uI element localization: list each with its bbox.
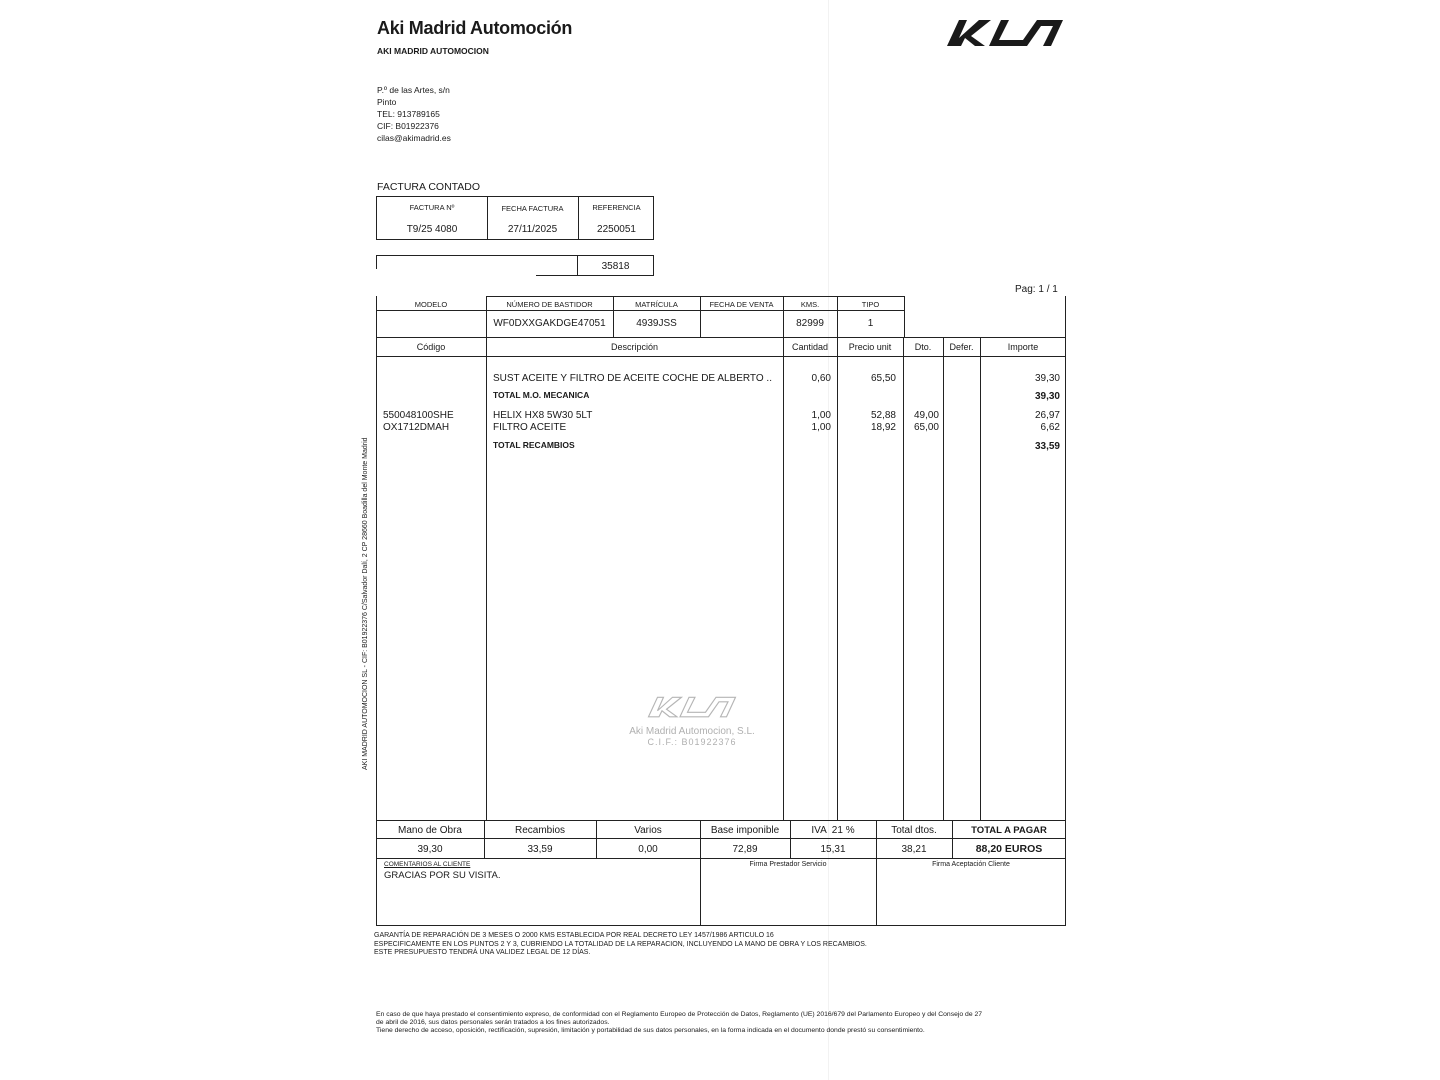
vin-label: NÚMERO DE BASTIDOR bbox=[506, 300, 593, 309]
address-street: P.º de las Artes, s/n bbox=[377, 85, 450, 95]
line-discount: 49,00 bbox=[913, 410, 939, 421]
kms-value: 82999 bbox=[796, 318, 824, 329]
address-phone: TEL: 913789165 bbox=[377, 109, 440, 119]
line-unit-price: 18,92 bbox=[870, 422, 896, 433]
parts-total-label: TOTAL RECAMBIOS bbox=[493, 440, 575, 450]
plate-value: 4939JSS bbox=[636, 318, 677, 329]
comments-label: COMENTARIOS AL CLIENTE bbox=[384, 861, 471, 868]
client-box bbox=[376, 255, 654, 277]
totals-box bbox=[376, 820, 1066, 926]
parts-label: Recambios bbox=[514, 825, 566, 836]
col-header-description: Descripción bbox=[610, 342, 659, 352]
misc-value: 0,00 bbox=[638, 844, 658, 855]
line-quantity: 0,60 bbox=[811, 373, 831, 384]
col-header-quantity: Cantidad bbox=[791, 342, 829, 352]
col-header-code: Código bbox=[416, 342, 446, 352]
address-city: Pinto bbox=[377, 97, 397, 107]
total-discounts-label: Total dtos. bbox=[891, 825, 937, 836]
vin-value: WF0DXXGAKDGE47051 bbox=[493, 318, 606, 329]
line-description: FILTRO ACEITE bbox=[493, 422, 567, 433]
stamp-company: Aki Madrid Automocion, S.L. bbox=[629, 726, 755, 737]
line-description: SUST ACEITE Y FILTRO DE ACEITE COCHE DE ALBERTO .. bbox=[493, 373, 772, 384]
col-header-deferred: Defer. bbox=[949, 342, 974, 352]
invoice-date-label: FECHA FACTURA bbox=[501, 204, 564, 213]
kia-stamp-icon bbox=[647, 695, 737, 719]
sale-date-label: FECHA DE VENTA bbox=[709, 300, 774, 309]
gdpr-line: En caso de que haya prestado el consentimiento expreso, de conformidad con el Reglamento Europeo de Protección de Datos, Reglamento (UE) 2016/679 del Parlamento Europeo y del Consejo de 27 bbox=[376, 1011, 983, 1018]
misc-label: Varios bbox=[634, 825, 662, 836]
side-legal-text: AKI MADRID AUTOMOCION SL - CIF: B01922376 C/Salvador Dalí, 2 CP 28660 Boadilla del Monte Madrid bbox=[362, 437, 369, 770]
line-amount: 39,30 bbox=[1034, 373, 1060, 384]
tax-base-label: Base imponible bbox=[710, 825, 780, 836]
invoice-date: 27/11/2025 bbox=[507, 224, 558, 235]
line-unit-price: 52,88 bbox=[870, 410, 896, 421]
labor-label: Mano de Obra bbox=[398, 825, 462, 836]
invoice-number-label: FACTURA Nº bbox=[409, 203, 455, 212]
col-header-unit-price: Precio unit bbox=[848, 342, 892, 352]
company-address bbox=[377, 84, 451, 144]
company-subname: AKI MADRID AUTOMOCION bbox=[377, 46, 489, 56]
provider-signature-label: Firma Prestador Servicio bbox=[749, 861, 827, 868]
parts-total-amount: 33,59 bbox=[1034, 441, 1060, 452]
comments-text: GRACIAS POR SU VISITA. bbox=[384, 870, 501, 881]
type-label: TIPO bbox=[861, 300, 880, 309]
plate-label: MATRÍCULA bbox=[635, 300, 678, 309]
warranty-line: GARANTÍA DE REPARACIÓN DE 3 MESES O 2000 KMS ESTABLECIDA POR REAL DECRETO LEY 1457/1986 ARTICULO 16 bbox=[374, 932, 774, 939]
tax-base-value: 72,89 bbox=[732, 844, 758, 855]
line-quantity: 1,00 bbox=[811, 410, 831, 421]
address-cif: CIF: B01922376 bbox=[377, 121, 439, 131]
line-unit-price: 65,50 bbox=[870, 373, 896, 384]
type-value: 1 bbox=[867, 318, 874, 329]
page-indicator: Pag: 1 / 1 bbox=[1015, 284, 1058, 295]
labor-total-label: TOTAL M.O. MECANICA bbox=[493, 390, 590, 400]
labor-value: 39,30 bbox=[417, 844, 443, 855]
vat-label: IVA 21 % bbox=[811, 825, 855, 836]
warranty-text bbox=[374, 932, 867, 958]
reference-label: REFERENCIA bbox=[592, 203, 641, 212]
line-code: OX1712DMAH bbox=[383, 422, 450, 433]
labor-total-amount: 39,30 bbox=[1034, 391, 1060, 402]
col-header-discount: Dto. bbox=[914, 342, 932, 352]
line-amount: 6,62 bbox=[1040, 422, 1060, 433]
line-code: 550048100SHE bbox=[383, 410, 454, 421]
line-amount: 26,97 bbox=[1034, 410, 1060, 421]
line-discount: 65,00 bbox=[913, 422, 939, 433]
warranty-line: ESTE PRESUPUESTO TENDRÁ UNA VALIDEZ LEGAL DE 12 DÍAS. bbox=[374, 949, 591, 956]
vat-value: 15,31 bbox=[820, 844, 846, 855]
line-description: HELIX HX8 5W30 5LT bbox=[493, 410, 593, 421]
total-to-pay-value: 88,20 EUROS bbox=[975, 843, 1043, 855]
document-type: FACTURA CONTADO bbox=[377, 181, 481, 193]
kia-logo-icon bbox=[945, 18, 1065, 48]
gdpr-line: de abril de 2016, sus datos personales serán tratados a los fines autorizados. bbox=[376, 1019, 610, 1027]
parts-value: 33,59 bbox=[527, 844, 553, 855]
model-label: MODELO bbox=[414, 300, 448, 309]
reference-value: 2250051 bbox=[597, 224, 636, 235]
total-discounts-value: 38,21 bbox=[901, 844, 927, 855]
kms-label: KMS. bbox=[800, 300, 820, 309]
company-name: Aki Madrid Automoción bbox=[377, 18, 573, 38]
stamp-cif: C.I.F.: B01922376 bbox=[647, 737, 737, 747]
line-quantity: 1,00 bbox=[811, 422, 831, 433]
invoice-header-box bbox=[376, 196, 654, 240]
total-to-pay-label: TOTAL A PAGAR bbox=[971, 825, 1047, 836]
warranty-line: ESPECIFICAMENTE EN LOS PUNTOS 2 Y 3, CUBRIENDO LA TOTALIDAD DE LA REPARACION, INCLUYENDO LA MANO DE OBRA Y LOS RECAMBIOS. bbox=[374, 940, 867, 948]
invoice-number: T9/25 4080 bbox=[406, 224, 458, 235]
company-stamp bbox=[612, 695, 772, 747]
client-signature-label: Firma Aceptación Cliente bbox=[932, 861, 1010, 868]
address-email: cilas@akimadrid.es bbox=[377, 133, 451, 143]
col-header-amount: Importe bbox=[1007, 342, 1039, 352]
client-code: 35818 bbox=[601, 261, 630, 272]
gdpr-text bbox=[376, 1011, 1076, 1036]
gdpr-line: Tiene derecho de acceso, oposición, rectificación, supresión, limitación y portabilidad de sus datos personales, en la forma indicada en el documento donde prestó su consentimiento. bbox=[376, 1027, 925, 1035]
